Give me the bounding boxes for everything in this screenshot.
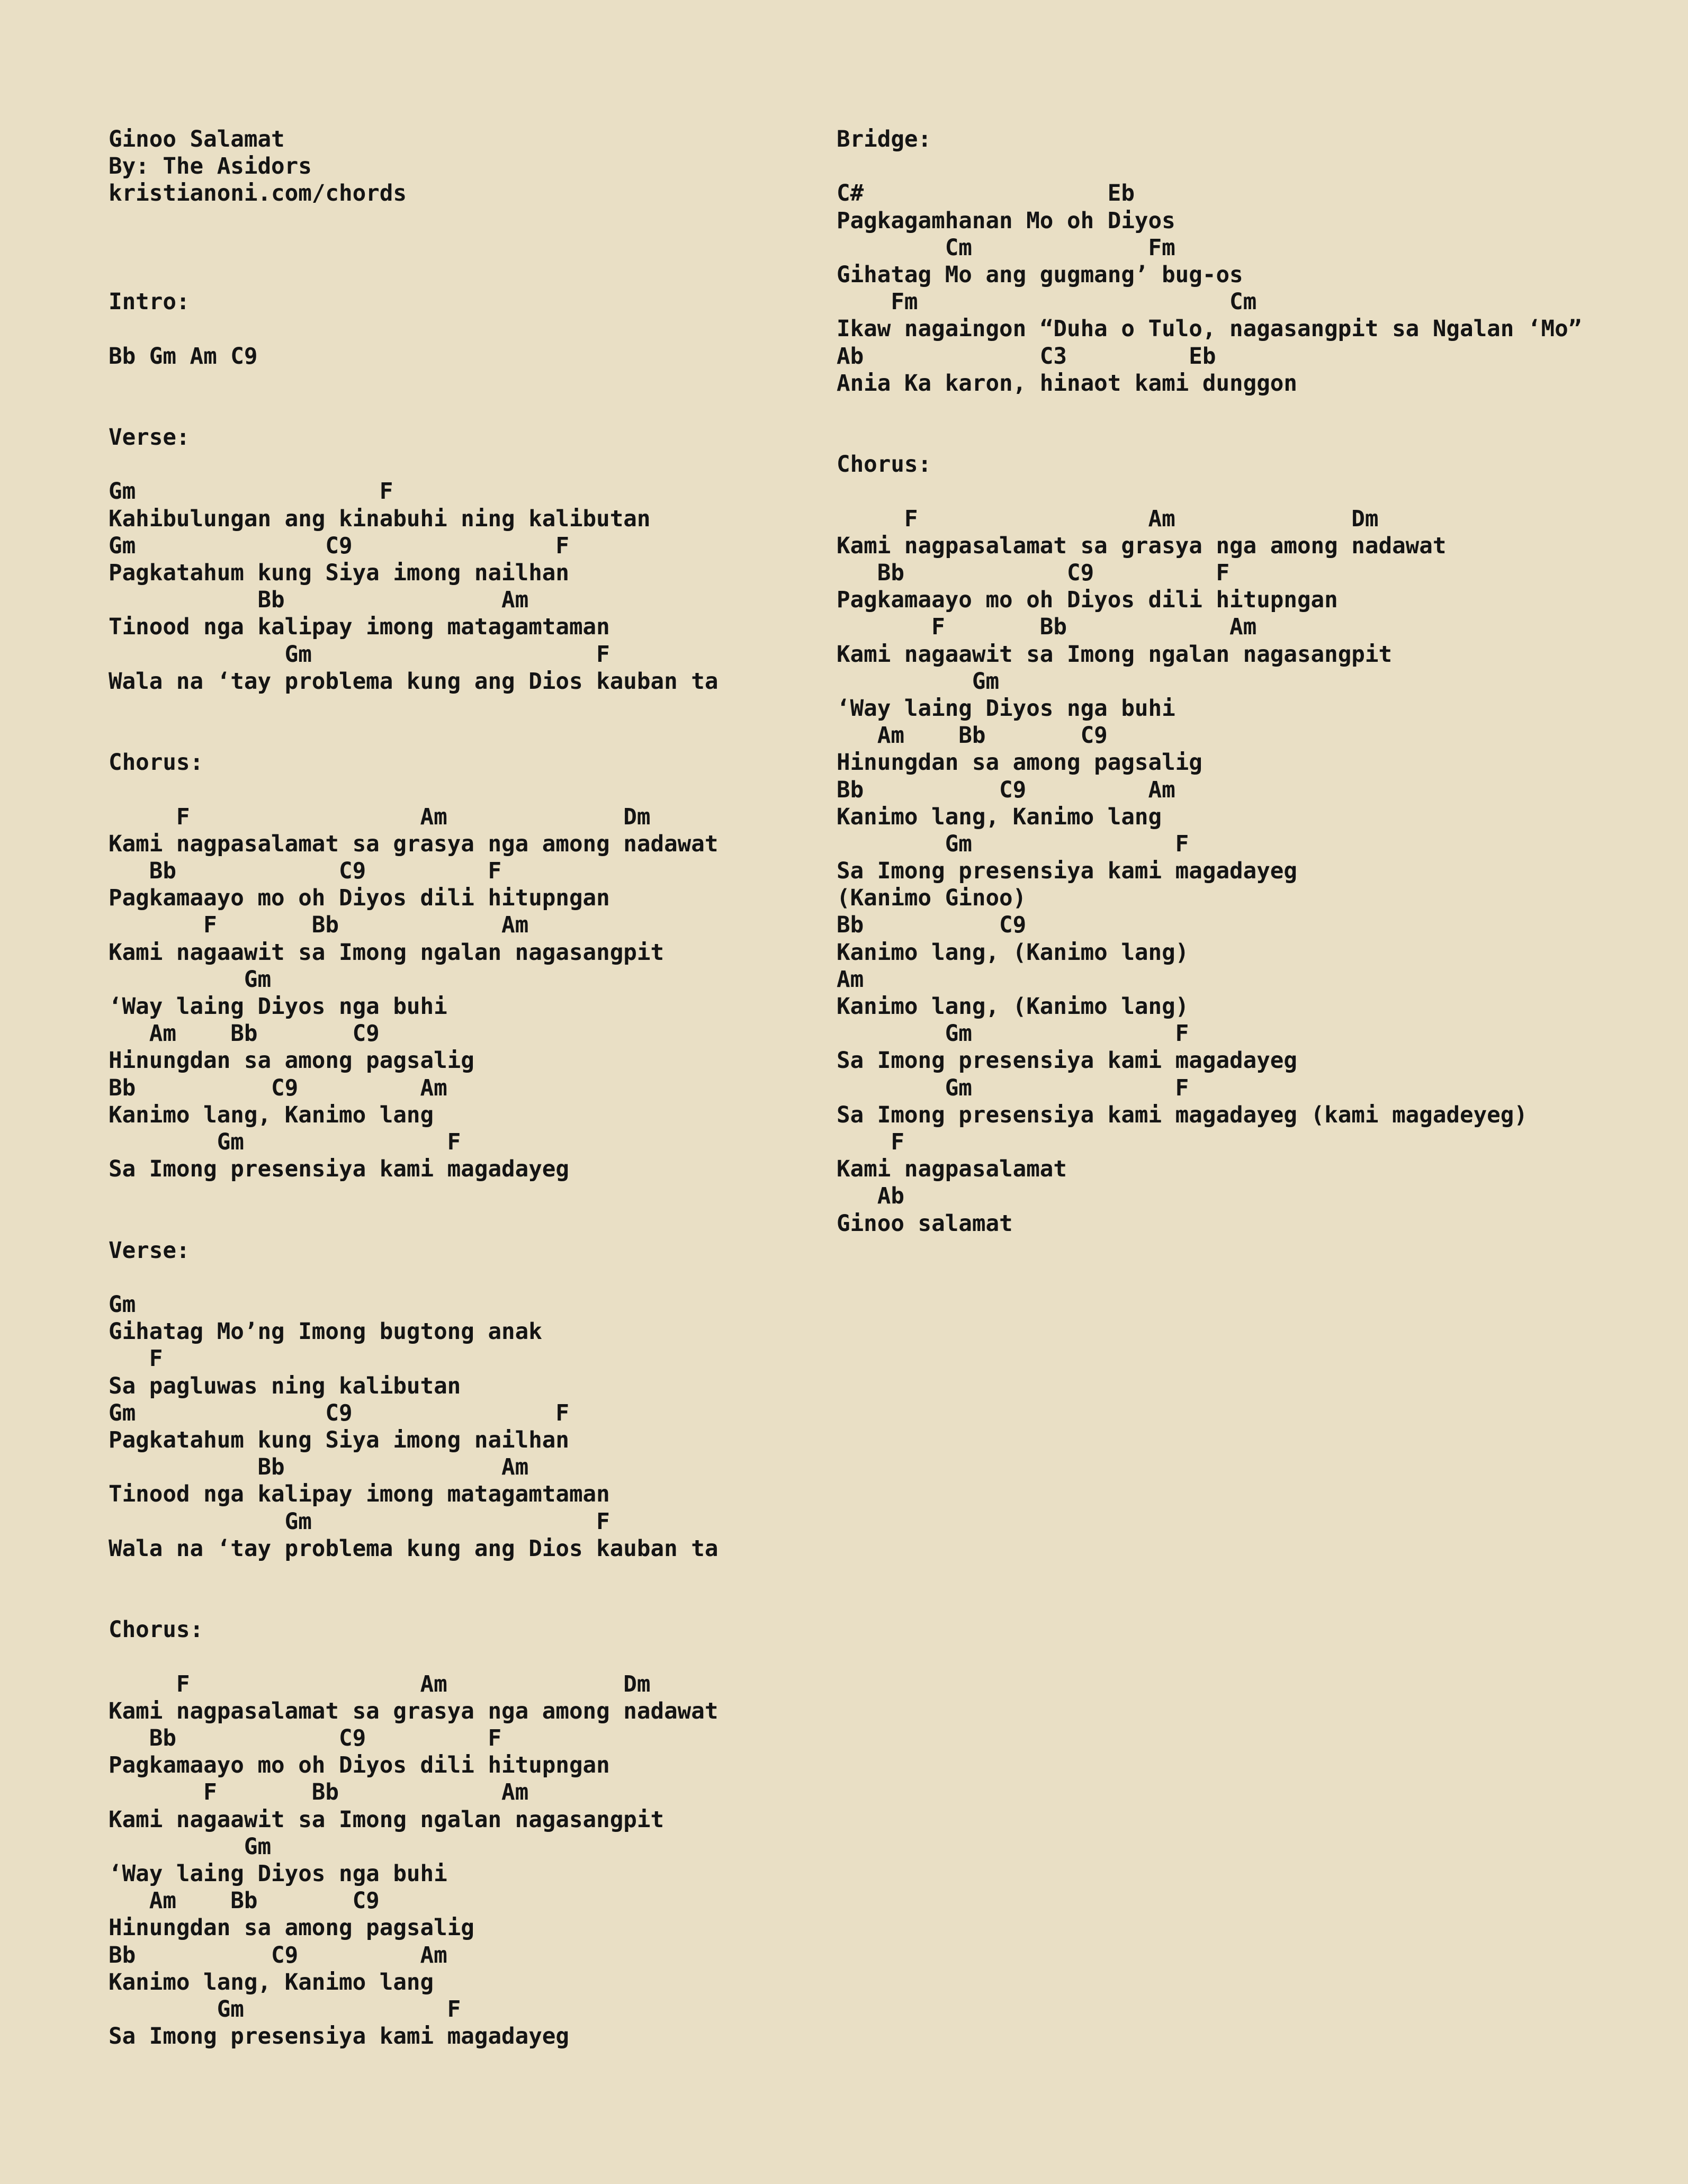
lyric-line: Kanimo lang, Kanimo lang xyxy=(109,1102,434,1128)
blank-line xyxy=(109,777,718,804)
blank-line xyxy=(109,316,718,343)
lyric-line: Kami nagpasalamat sa grasya nga among nadawat xyxy=(109,831,719,857)
song-artist: By: The Asidors xyxy=(109,154,312,180)
lyric-line: Kanimo lang, (Kanimo lang) xyxy=(837,994,1189,1020)
chord-line: Bb C9 Am xyxy=(109,1075,447,1101)
lyric-line: Kahibulungan ang kinabuhi ning kalibutan xyxy=(109,506,651,532)
chord-line: Gm F xyxy=(837,831,1189,857)
chord-line: Bb C9 Am xyxy=(109,1942,447,1969)
lyric-line: Kanimo lang, Kanimo lang xyxy=(837,804,1162,830)
song-title: Ginoo Salamat xyxy=(109,127,285,152)
chord-line: Gm F xyxy=(837,1075,1189,1101)
right-column xyxy=(837,126,1582,1237)
blank-line xyxy=(109,262,718,289)
lyric-line: Ginoo salamat xyxy=(837,1210,1013,1237)
chord-line: Gm F xyxy=(109,1129,461,1155)
chord-line: Cm Fm xyxy=(837,235,1175,261)
chord-line: Am Bb C9 xyxy=(109,1888,380,1915)
chord-line: Am Bb C9 xyxy=(837,723,1108,749)
lyric-line: Kami nagaawit sa Imong ngalan nagasangpit xyxy=(109,1806,665,1833)
lyric-line: Hinungdan sa among pagsalig xyxy=(109,1915,474,1942)
blank-line xyxy=(109,1264,718,1291)
lyric-line: Pagkamaayo mo oh Diyos dili hitupngan xyxy=(109,1752,610,1779)
chord-line: Gm xyxy=(109,1834,272,1860)
chord-line: Gm F xyxy=(837,1021,1189,1047)
blank-line xyxy=(109,208,718,235)
blank-line xyxy=(109,235,718,262)
chord-line: F Bb Am xyxy=(109,912,529,939)
chord-line: Bb Am xyxy=(109,1454,529,1481)
section-heading: Intro: xyxy=(109,289,190,316)
lyric-line: Gihatag Mo’ng Imong bugtong anak xyxy=(109,1319,542,1345)
blank-line xyxy=(109,1210,718,1237)
chord-line: Bb C9 F xyxy=(109,858,502,885)
blank-line xyxy=(109,397,718,424)
lyric-line: ‘Way laing Diyos nga buhi xyxy=(109,994,447,1020)
chord-line: Gm F xyxy=(109,641,610,668)
lyric-line: ‘Way laing Diyos nga buhi xyxy=(837,695,1175,722)
chord-line: Am Bb C9 xyxy=(109,1021,380,1047)
lyric-line: Gihatag Mo ang gugmang’ bug-os xyxy=(837,262,1243,288)
chord-line: Bb C9 F xyxy=(837,560,1230,586)
blank-line xyxy=(109,1562,718,1589)
lyric-line: Kami nagpasalamat sa grasya nga among nadawat xyxy=(109,1698,719,1724)
lyric-line: Sa Imong presensiya kami magadayeg xyxy=(109,1156,569,1183)
lyric-line: Hinungdan sa among pagsalig xyxy=(109,1048,474,1074)
chord-line: Gm F xyxy=(109,479,393,505)
chord-line: F Bb Am xyxy=(109,1779,529,1806)
chord-line: F xyxy=(837,1129,904,1155)
lyric-line: Wala na ‘tay problema kung ang Dios kauban ta xyxy=(109,668,719,695)
chord-line: Gm xyxy=(109,966,272,993)
section-heading: Chorus: xyxy=(109,1617,204,1643)
lyric-line: Sa Imong presensiya kami magadayeg xyxy=(837,858,1297,885)
lyric-line: Sa Imong presensiya kami magadayeg xyxy=(109,2024,569,2050)
blank-line xyxy=(837,424,1582,451)
song-source: kristianoni.com/chords xyxy=(109,181,407,207)
lyric-line: Hinungdan sa among pagsalig xyxy=(837,750,1202,776)
chord-line: Bb C9 Am xyxy=(837,777,1175,803)
lyric-line: Ania Ka karon, hinaot kami dunggon xyxy=(837,370,1297,397)
lyric-line: Sa Imong presensiya kami magadayeg xyxy=(837,1048,1297,1074)
lyric-line: (Kanimo Ginoo) xyxy=(837,885,1027,912)
chord-line: F Am Dm xyxy=(109,1671,651,1697)
section-heading: Chorus: xyxy=(109,750,204,776)
lyric-line: Ikaw nagaingon “Duha o Tulo, nagasangpit sa Ngalan ‘Mo” xyxy=(837,316,1582,343)
lyric-line: Kanimo lang, Kanimo lang xyxy=(109,1969,434,1996)
lyric-line: Kami nagpasalamat xyxy=(837,1156,1067,1183)
blank-line xyxy=(109,451,718,478)
lyric-line: Kami nagpasalamat sa grasya nga among nadawat xyxy=(837,533,1447,559)
lyric-line: Pagkagamhanan Mo oh Diyos xyxy=(837,208,1175,234)
chord-line: Am xyxy=(837,966,864,993)
blank-line xyxy=(109,1589,718,1616)
lyric-line: Tinood nga kalipay imong matagamtaman xyxy=(109,1481,610,1508)
lyric-line: Sa Imong presensiya kami magadayeg (kami magadeyeg) xyxy=(837,1102,1528,1128)
chord-line: Gm xyxy=(837,668,1000,695)
chord-line: Fm Cm xyxy=(837,289,1257,316)
chord-line: Ab xyxy=(837,1183,904,1210)
chord-line: F Bb Am xyxy=(837,614,1257,641)
blank-line xyxy=(837,153,1582,180)
chord-line: Ab C3 Eb xyxy=(837,343,1216,370)
lyric-line: Kanimo lang, (Kanimo lang) xyxy=(837,939,1189,966)
blank-line xyxy=(109,1644,718,1671)
chord-line: Gm F xyxy=(109,1508,610,1535)
left-column xyxy=(109,126,718,2050)
chord-line: Gm C9 F xyxy=(109,1400,569,1426)
blank-line xyxy=(109,722,718,749)
section-heading: Verse: xyxy=(109,425,190,451)
blank-line xyxy=(109,370,718,397)
chord-line: F Am Dm xyxy=(109,804,651,830)
chord-line: Bb Am xyxy=(109,587,529,614)
lyric-line: Kami nagaawit sa Imong ngalan nagasangpit xyxy=(109,939,665,966)
chord-line: F xyxy=(109,1346,163,1372)
lyric-line: Pagkamaayo mo oh Diyos dili hitupngan xyxy=(109,885,610,912)
blank-line xyxy=(109,695,718,722)
lyric-line: ‘Way laing Diyos nga buhi xyxy=(109,1861,447,1887)
lyric-line: Pagkamaayo mo oh Diyos dili hitupngan xyxy=(837,587,1338,614)
chord-line: Bb C9 F xyxy=(109,1725,502,1752)
lyric-line: Pagkatahum kung Siya imong nailhan xyxy=(109,1427,569,1453)
chord-line: Bb Gm Am C9 xyxy=(109,343,258,370)
chord-line: Gm F xyxy=(109,1996,461,2023)
lyric-line: Tinood nga kalipay imong matagamtaman xyxy=(109,614,610,641)
blank-line xyxy=(109,1183,718,1210)
chord-line: C# Eb xyxy=(837,181,1135,207)
chord-line: F Am Dm xyxy=(837,506,1379,532)
lyric-line: Sa pagluwas ning kalibutan xyxy=(109,1373,461,1399)
lyric-line: Kami nagaawit sa Imong ngalan nagasangpit xyxy=(837,641,1393,668)
lyric-line: Pagkatahum kung Siya imong nailhan xyxy=(109,560,569,586)
chord-line: Gm xyxy=(109,1292,136,1318)
lyric-line: Wala na ‘tay problema kung ang Dios kauban ta xyxy=(109,1535,719,1562)
chord-line: Gm C9 F xyxy=(109,533,569,559)
section-heading: Verse: xyxy=(109,1237,190,1264)
blank-line xyxy=(837,478,1582,505)
blank-line xyxy=(837,397,1582,424)
section-heading: Chorus: xyxy=(837,452,932,478)
section-heading: Bridge: xyxy=(837,127,932,152)
chord-line: Bb C9 xyxy=(837,912,1027,939)
